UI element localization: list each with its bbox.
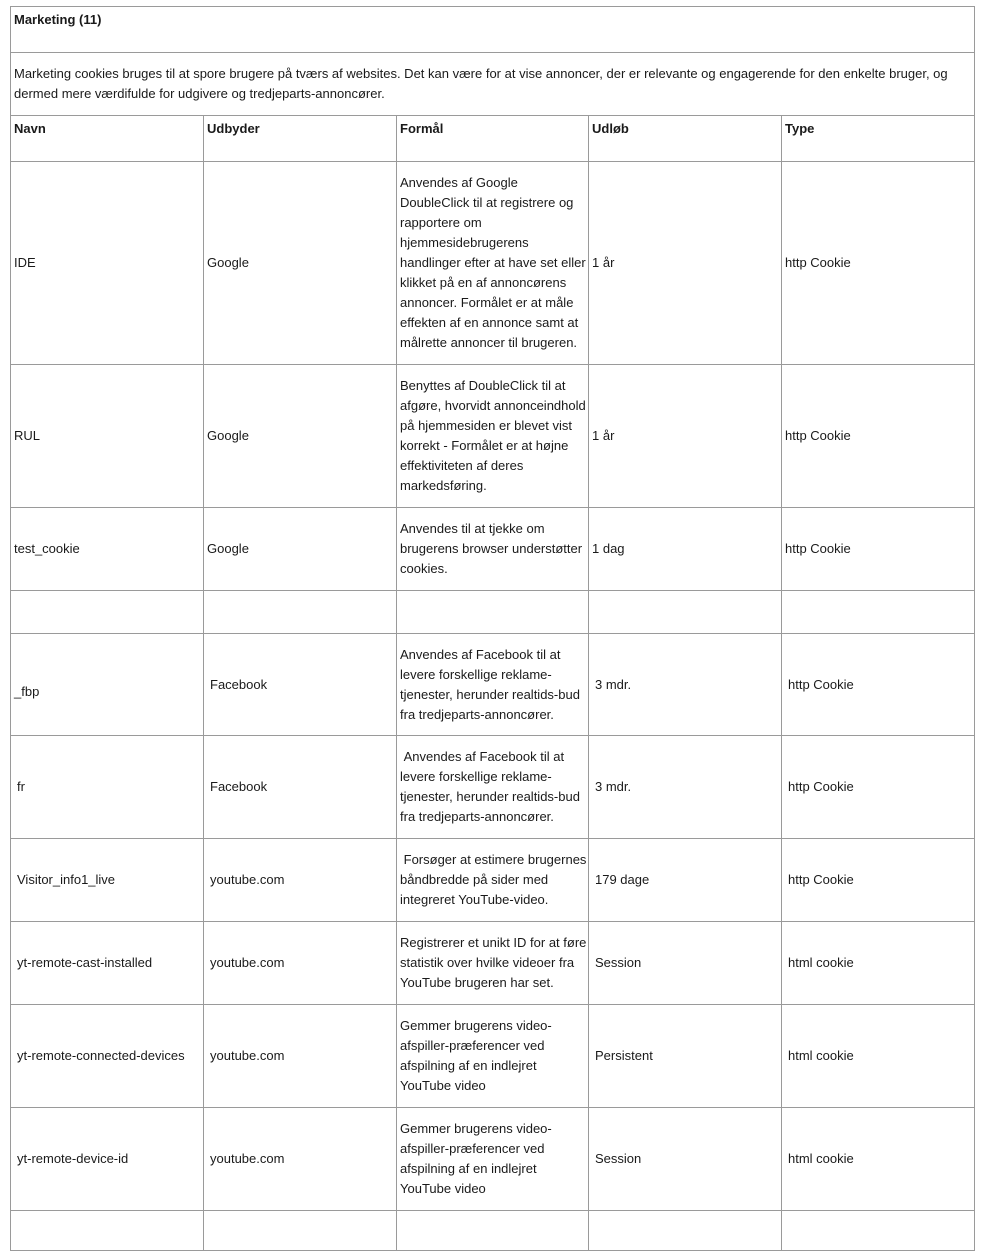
cookie-provider: Google [204, 162, 397, 365]
cookie-expiry: 3 mdr. [589, 736, 782, 839]
cookie-provider: Facebook [204, 736, 397, 839]
cookie-type: html cookie [782, 1005, 975, 1108]
cookie-provider: Google [204, 365, 397, 508]
cookie-provider: youtube.com [204, 1108, 397, 1211]
section-title-row [11, 7, 975, 53]
cookie-expiry: 1 år [589, 162, 782, 365]
table-row [11, 162, 975, 365]
section-description: Marketing cookies bruges til at spore brugere på tværs af websites. Det kan være for at vise annoncer, der er relevante og engagerende for den enkelte bruger, og dermed mere værdifulde for udgivere og tredjeparts-annoncører. [11, 53, 975, 116]
cookie-purpose: Anvendes af Google DoubleClick til at registrere og rapportere om hjemmesidebrugerens handlinger efter at have set eller klikket på en af annoncørens annoncer. Formålet er at måle effekten af en annonce samt at målrette annoncer til brugeren. [397, 162, 589, 365]
table-row [11, 922, 975, 1005]
cookie-expiry: 179 dage [589, 839, 782, 922]
cookie-name: fr [11, 736, 204, 839]
table-row [11, 365, 975, 508]
cookie-name: RUL [11, 365, 204, 508]
cookie-purpose: Benyttes af DoubleClick til at afgøre, hvorvidt annonceindhold på hjemmesiden er blevet vist korrekt - Formålet er at højne effektiviteten af deres markedsføring. [397, 365, 589, 508]
column-header-purpose: Formål [397, 116, 589, 162]
table-row-empty [11, 591, 975, 634]
cookie-purpose: Forsøger at estimere brugernes båndbredde på sider med integreret YouTube-video. [397, 839, 589, 922]
cookie-provider: youtube.com [204, 839, 397, 922]
cookie-provider: Google [204, 508, 397, 591]
cookie-purpose: Anvendes til at tjekke om brugerens browser understøtter cookies. [397, 508, 589, 591]
column-header-type: Type [782, 116, 975, 162]
cookie-purpose: Registrerer et unikt ID for at føre statistik over hvilke videoer fra YouTube brugeren har set. [397, 922, 589, 1005]
cookie-type [782, 591, 975, 634]
cookie-type: http Cookie [782, 508, 975, 591]
cookie-name: yt-remote-connected-devices [11, 1005, 204, 1108]
cookie-type: http Cookie [782, 634, 975, 736]
cookie-type: http Cookie [782, 736, 975, 839]
cookie-name: IDE [11, 162, 204, 365]
table-row [11, 1005, 975, 1108]
cookie-type: html cookie [782, 922, 975, 1005]
cookie-name: yt-remote-device-id [11, 1108, 204, 1211]
cookie-name: Visitor_info1_live [11, 839, 204, 922]
table-row [11, 736, 975, 839]
cookie-table [10, 6, 975, 1251]
cutoff-cell [11, 1211, 204, 1251]
cutoff-cell [589, 1211, 782, 1251]
cookie-provider: youtube.com [204, 922, 397, 1005]
cutoff-cell [782, 1211, 975, 1251]
cutoff-cell [204, 1211, 397, 1251]
table-row [11, 634, 975, 736]
cookie-type: http Cookie [782, 365, 975, 508]
cookie-expiry: Session [589, 922, 782, 1005]
table-row [11, 839, 975, 922]
table-row-cutoff [11, 1211, 975, 1251]
cookie-purpose [397, 591, 589, 634]
cookie-type: http Cookie [782, 162, 975, 365]
cookie-expiry: Persistent [589, 1005, 782, 1108]
cookie-purpose: Anvendes af Facebook til at levere forskellige reklame-tjenester, herunder realtids-bud fra tredjeparts-annoncører. [397, 634, 589, 736]
cookie-expiry [589, 591, 782, 634]
cookie-purpose: Gemmer brugerens video-afspiller-præferencer ved afspilning af en indlejret YouTube video [397, 1005, 589, 1108]
cookie-expiry: 3 mdr. [589, 634, 782, 736]
cookie-name: _fbp [11, 634, 204, 736]
column-header-expiry: Udløb [589, 116, 782, 162]
cookie-type: http Cookie [782, 839, 975, 922]
cookie-expiry: Session [589, 1108, 782, 1211]
cookie-expiry: 1 dag [589, 508, 782, 591]
cookie-provider: youtube.com [204, 1005, 397, 1108]
cookie-table-container [10, 6, 974, 1251]
cookie-provider [204, 591, 397, 634]
section-title: Marketing (11) [11, 7, 975, 53]
cookie-name: yt-remote-cast-installed [11, 922, 204, 1005]
cookie-purpose: Gemmer brugerens video-afspiller-præferencer ved afspilning af en indlejret YouTube video [397, 1108, 589, 1211]
cookie-purpose: Anvendes af Facebook til at levere forskellige reklame-tjenester, herunder realtids-bud fra tredjeparts-annoncører. [397, 736, 589, 839]
cookie-name [11, 591, 204, 634]
cookie-provider: Facebook [204, 634, 397, 736]
cookie-expiry: 1 år [589, 365, 782, 508]
table-row [11, 1108, 975, 1211]
column-header-name: Navn [11, 116, 204, 162]
table-header-row [11, 116, 975, 162]
cutoff-cell [397, 1211, 589, 1251]
table-row [11, 508, 975, 591]
cookie-name: test_cookie [11, 508, 204, 591]
cookie-type: html cookie [782, 1108, 975, 1211]
section-description-row [11, 53, 975, 116]
column-header-provider: Udbyder [204, 116, 397, 162]
